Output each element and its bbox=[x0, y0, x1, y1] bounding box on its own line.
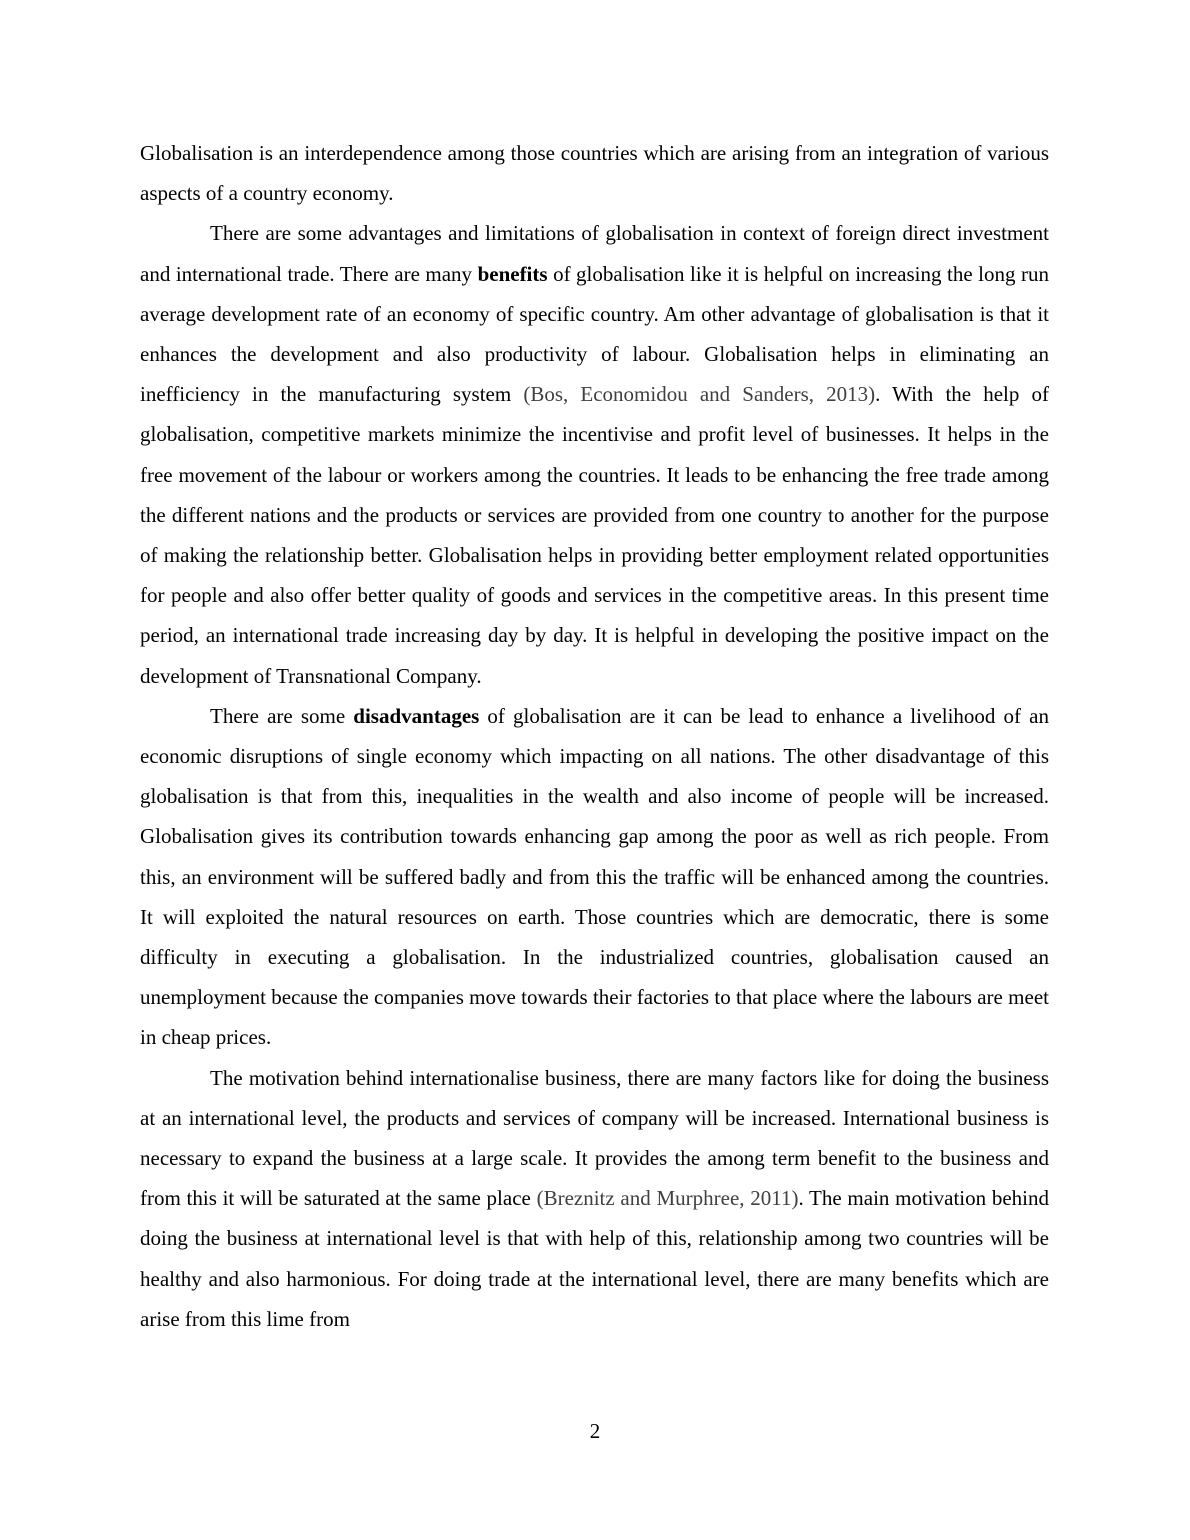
document-body bbox=[140, 133, 1049, 1339]
paragraph-definition bbox=[140, 133, 1049, 213]
paragraph-disadvantages bbox=[140, 696, 1049, 1058]
paragraph-text: of globalisation like it is helpful on increasing the long run average development rate of an economy of specific country. Am other advantage of globalisation is that it enhances the development and also productivity of labour. Globalisation helps in eliminating an inefficiency in the manufacturing system bbox=[140, 261, 1049, 407]
page-number: 2 bbox=[589, 1419, 601, 1443]
paragraph-text: . The main motivation behind doing the business at international level is that with help of this, relationship among two countries will be healthy and also harmonious. For doing trade at the international level, there are many benefits which are arise from this lime from bbox=[140, 1186, 1049, 1331]
bold-term-benefits: benefits bbox=[477, 261, 548, 286]
paragraph-text: . With the help of globalisation, competitive markets minimize the incentivise and profit level of businesses. It helps in the free movement of the labour or workers among the countries. It leads to be enhancing the free trade among the different nations and the products or services are provided from one country to another for the purpose of making the relationship better. Globalisation helps in providing better employment related opportunities for people and also offer better quality of goods and services in the competitive areas. In this present time period, an international trade increasing day by day. It is helpful in developing the positive impact on the development of Transnational Company. bbox=[140, 382, 1050, 688]
paragraph-text: The motivation behind internationalise business, there are many factors like for doing the business at an international level, the products and services of company will be increased. International business is necessary to expand the business at a large scale. It provides the among term benefit to the business and from this it will be saturated at the same place bbox=[140, 1065, 1049, 1211]
paragraph-text: of globalisation are it can be lead to enhance a livelihood of an economic disruptions of single economy which impacting on all nations. The other disadvantage of this globalisation is that from this, inequalities in the wealth and also income of people will be increased. Globalisation gives its contribution towards enhancing gap among the poor as well as rich people. From this, an environment will be suffered badly and from this the traffic will be enhanced among the countries. It will exploited the natural resources on earth. Those countries which are democratic, there is some difficulty in executing a globalisation. In the industrialized countries, globalisation caused an unemployment because the companies move towards their factories to that place where the labours are meet in cheap prices. bbox=[140, 703, 1049, 1050]
citation: (Bos, Economidou and Sanders, 2013) bbox=[523, 382, 876, 407]
paragraph-text: There are some advantages and limitations of globalisation in context of foreign direct investment and international trade. There are many bbox=[140, 221, 1049, 286]
paragraph-text: There are some bbox=[210, 703, 354, 728]
paragraph-motivation bbox=[140, 1058, 1049, 1339]
paragraph-text: Globalisation is an interdependence among those countries which are arising from an integration of various aspects of a country economy. bbox=[140, 141, 1049, 206]
paragraph-advantages bbox=[140, 213, 1049, 695]
bold-term-disadvantages: disadvantages bbox=[353, 703, 480, 728]
citation: (Breznitz and Murphree, 2011) bbox=[536, 1186, 799, 1211]
